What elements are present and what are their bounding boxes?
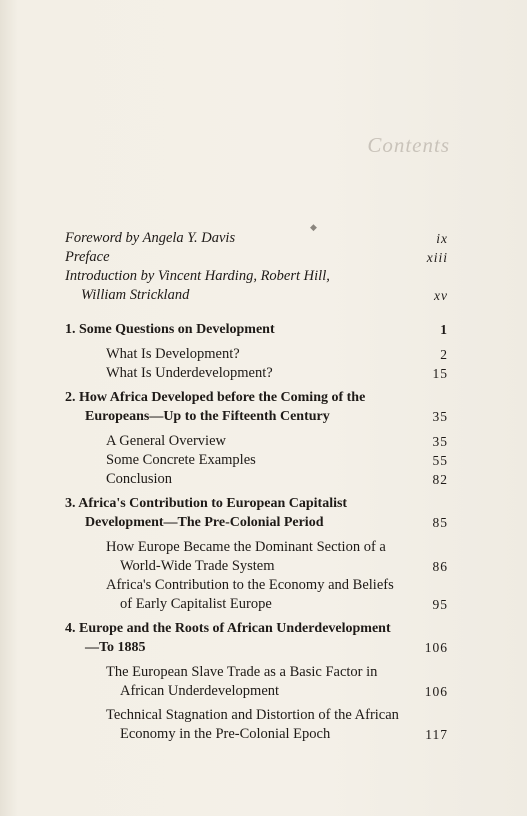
toc-section: The European Slave Trade as a Basic Factor in	[106, 664, 378, 680]
toc-section: Technical Stagnation and Distortion of the African	[106, 707, 399, 723]
toc-section-cont: Economy in the Pre-Colonial Epoch 117	[120, 726, 448, 742]
toc-section-cont: World-Wide Trade System 86	[120, 558, 448, 574]
toc-section-cont: African Underdevelopment 106	[120, 683, 448, 699]
toc-entry-preface: Preface xiii	[65, 249, 448, 265]
toc-section: Conclusion 82	[106, 471, 448, 487]
toc-entry-introduction-cont: William Strickland xv	[81, 287, 448, 303]
toc-chapter-3-cont: Development—The Pre-Colonial Period 85	[85, 515, 448, 530]
toc-entry-introduction: Introduction by Vincent Harding, Robert Hill,	[65, 268, 330, 284]
toc-chapter-2: 2. How Africa Developed before the Coming of the	[65, 390, 366, 405]
toc-chapter-4-cont: —To 1885 106	[85, 640, 448, 655]
contents-heading: Contents	[367, 133, 450, 157]
toc-chapter-1: 1. Some Questions on Development 1	[65, 322, 448, 337]
toc-section: Africa's Contribution to the Economy and Beliefs	[106, 577, 394, 593]
page-speck-mark: ◆	[310, 222, 317, 232]
toc-section: What Is Underdevelopment? 15	[106, 365, 448, 381]
toc-section: How Europe Became the Dominant Section of a	[106, 539, 386, 555]
toc-section: What Is Development? 2	[106, 346, 448, 362]
toc-chapter-3: 3. Africa's Contribution to European Capitalist	[65, 496, 348, 511]
toc-section-cont: of Early Capitalist Europe 95	[120, 596, 448, 612]
toc-section: Some Concrete Examples 55	[106, 452, 448, 468]
toc-section: A General Overview 35	[106, 433, 448, 449]
toc-chapter-4: 4. Europe and the Roots of African Underdevelopment	[65, 621, 391, 636]
toc-entry-foreword: Foreword by Angela Y. Davis ix	[65, 230, 448, 246]
toc-chapter-2-cont: Europeans—Up to the Fifteenth Century 35	[85, 409, 448, 424]
